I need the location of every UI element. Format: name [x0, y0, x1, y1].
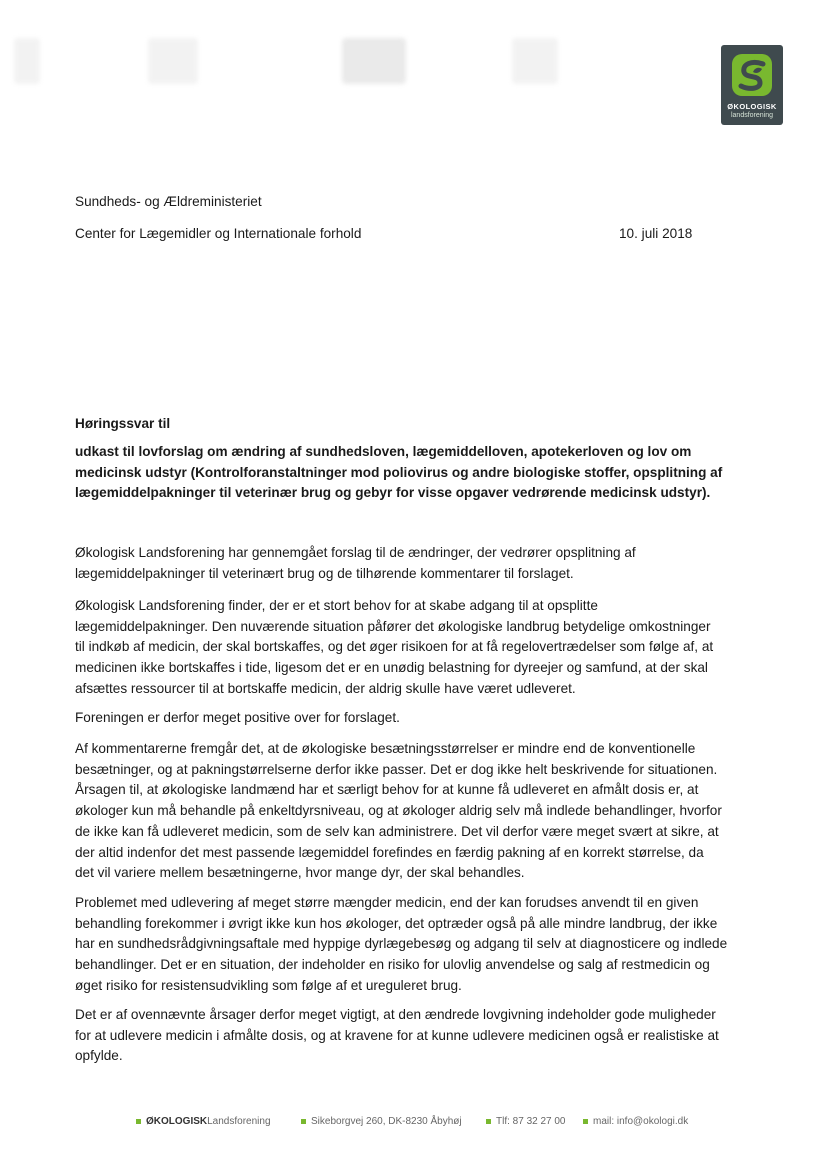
- footer-phone: [486, 1116, 566, 1127]
- paragraph-5: [75, 893, 755, 997]
- paragraph-line: øget risiko for resistensudvikling som følge af et ureguleret brug.: [75, 977, 462, 993]
- heading-title-line: udkast til lovforslag om ændring af sundhedsloven, lægemiddelloven, apotekerloven og lov om: [75, 444, 692, 459]
- paragraph-line: økologer kun må behandle på enkeltdyrsniveau, og at økologer aldrig selv må indlede behandlinger, hvorfor: [75, 803, 722, 819]
- scan-smudge: [148, 38, 198, 84]
- letter-date: 10. juli 2018: [619, 226, 693, 241]
- bullet-square-icon: [301, 1119, 306, 1124]
- paragraph-line: afsættes ressourcer til at bortskaffe medicin, der aldrig skulle have været udleveret.: [75, 680, 576, 696]
- bullet-square-icon: [136, 1119, 141, 1124]
- paragraph-line: Det er af ovennævnte årsager derfor meget vigtigt, at den ændrede lovgivning indeholder gode muligheder: [75, 1007, 716, 1022]
- paragraph-line: besætninger, og at pakningstørrelserne derfor ikke passer. Det er dog ikke helt beskrivende for situationen.: [75, 761, 718, 777]
- paragraph-line: har en sundhedsrådgivningsaftale med hyppige dyrlægebesøg og adgang til selv at diagnosticere og indlede: [75, 936, 728, 952]
- scan-smudge: [14, 38, 40, 84]
- paragraph-line: lægemiddelpakninger til veterinært brug og de tilhørende kommentarer til forslaget.: [75, 565, 574, 581]
- paragraph-line: behandling forekommer i øvrigt ikke kun hos økologer, det optræder også på alle mindre landbrug, der ikke: [75, 915, 718, 931]
- footer-brand: [136, 1116, 271, 1127]
- paragraph-line: til indkøb af medicin, der skal bortskaffes, og det øger risikoen for at få regelovertrædelser som følge af, at: [75, 639, 714, 655]
- paragraph-4: [75, 739, 755, 884]
- heading-label: Høringssvar til: [75, 416, 171, 431]
- recipient-ministry: Sundheds- og Ældreministeriet: [75, 194, 262, 209]
- paragraph-line: der altid indenfor det mest passende lægemiddel forefindes en færdig pakning af en korrekt størrelse, da: [75, 844, 704, 860]
- paragraph-line: Økologisk Landsforening finder, der er et stort behov for at skabe adgang til at opsplitte: [75, 598, 598, 613]
- paragraph-line: behandlinger. Det er en situation, der indeholder en risiko for ulovlig anvendelse og salg af restmedicin og: [75, 957, 710, 973]
- heading-title-line: lægemiddelpakninger til veterinær brug og gebyr for visse opgaver vedrørende medicinsk udstyr).: [75, 485, 711, 501]
- paragraph-line: opfylde.: [75, 1048, 123, 1064]
- paragraph-line: medicinen ikke bortskaffes i tide, ligesom det er en unødig belastning for dyreejer og samfund, at der skal: [75, 660, 708, 676]
- footer-brand-rest: Landsforening: [207, 1116, 271, 1127]
- leaf-s-icon: [730, 52, 774, 98]
- logo-wordmark: ØKOLOGISK: [727, 102, 777, 111]
- paragraph-line: for at udlevere medicin i afmålte dosis, og at kravene for at kunne udlevere medicinen også er realistiske at: [75, 1027, 719, 1043]
- paragraph-line: Af kommentarerne fremgår det, at de økologiske besætningsstørrelser er mindre end de konventionelle: [75, 741, 696, 756]
- footer-brand-bold: ØKOLOGISK: [146, 1116, 208, 1127]
- footer-email-text: mail: info@okologi.dk: [593, 1116, 689, 1127]
- paragraph-2: [75, 596, 755, 700]
- paragraph-3: [75, 708, 755, 729]
- footer-email: [583, 1116, 688, 1127]
- bullet-square-icon: [486, 1119, 491, 1124]
- paragraph-6: [75, 1005, 755, 1067]
- scan-smudge: [512, 38, 558, 84]
- footer-phone-text: Tlf: 87 32 27 00: [496, 1116, 566, 1127]
- heading-title-line: medicinsk udstyr (Kontrolforanstaltninger mod poliovirus og andre biologiske stoffer, opsplitning af: [75, 464, 723, 480]
- paragraph-1: [75, 543, 755, 584]
- heading-title: [75, 442, 755, 504]
- logo-subtitle: landsforening: [730, 112, 774, 119]
- paragraph-line: lægemiddelpakninger. Den nuværende situation påfører det økologiske landbrug betydelige omkostninger: [75, 618, 711, 634]
- organisation-logo: [721, 45, 783, 125]
- footer-address-text: Sikeborgvej 260, DK-8230 Åbyhøj: [311, 1116, 462, 1127]
- paragraph-line: de ikke kan få udleveret medicin, som de selv kan administrere. Det vil derfor være meget svært at sikre, at: [75, 823, 719, 839]
- paragraph-line: det vil variere mellem besætningerne, hvor mange dyr, der skal behandles.: [75, 865, 525, 881]
- bullet-square-icon: [583, 1119, 588, 1124]
- paragraph-line: Årsagen til, at økologiske landmænd har et særligt behov for at kunne få udleveret en afmålt dosis er, at: [75, 782, 699, 798]
- recipient-department: Center for Lægemidler og Internationale forhold: [75, 226, 362, 241]
- paragraph-line: Foreningen er derfor meget positive over for forslaget.: [75, 710, 400, 725]
- footer-address: [301, 1116, 462, 1127]
- scan-smudge: [342, 38, 406, 84]
- paragraph-line: Økologisk Landsforening har gennemgået forslag til de ændringer, der vedrører opsplitning af: [75, 545, 636, 560]
- paragraph-line: Problemet med udlevering af meget større mængder medicin, end der kan forudses anvendt til en given: [75, 895, 699, 910]
